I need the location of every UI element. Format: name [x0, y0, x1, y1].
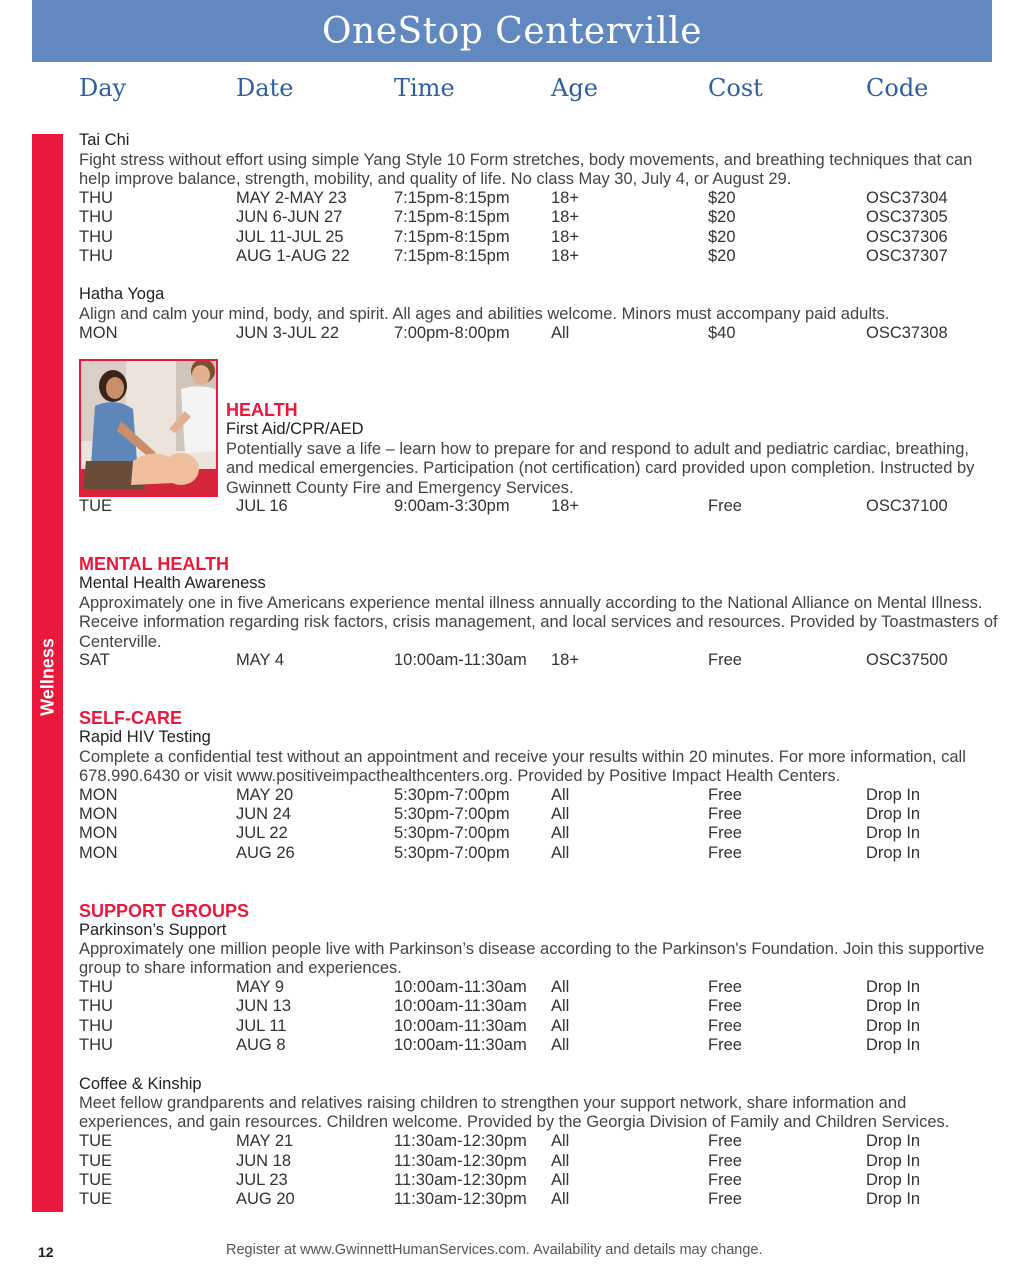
cell-day: THU	[79, 247, 113, 265]
cell-age: All	[551, 1171, 570, 1189]
cell-day: TUE	[79, 1190, 112, 1208]
cell-time: 10:00am-11:30am	[394, 978, 527, 996]
cell-day: SAT	[79, 651, 110, 669]
column-header-time: Time	[394, 74, 455, 102]
cell-cost: Free	[708, 824, 742, 842]
cell-code: Drop In	[866, 1017, 921, 1035]
cell-age: All	[551, 324, 570, 342]
cell-time: 5:30pm-7:00pm	[394, 805, 510, 823]
cell-time: 7:15pm-8:15pm	[394, 208, 510, 226]
cell-date: MAY 2-MAY 23	[236, 189, 347, 207]
cell-time: 5:30pm-7:00pm	[394, 824, 510, 842]
cell-date: JUL 11-JUL 25	[236, 228, 344, 246]
cell-age: All	[551, 1036, 570, 1054]
cell-cost: Free	[708, 1017, 742, 1035]
cell-date: AUG 26	[236, 844, 295, 862]
cell-cost: Free	[708, 1152, 742, 1170]
cell-day: TUE	[79, 1152, 112, 1170]
column-header-code: Code	[866, 74, 929, 102]
cell-code: OSC37304	[866, 189, 948, 207]
cell-date: JUL 11	[236, 1017, 287, 1035]
cell-date: JUL 22	[236, 824, 288, 842]
cell-code: OSC37306	[866, 228, 948, 246]
sidebar-label: Wellness	[37, 638, 57, 716]
cell-cost: Free	[708, 1132, 742, 1150]
cell-day: MON	[79, 844, 118, 862]
cell-time: 7:15pm-8:15pm	[394, 228, 510, 246]
cell-age: All	[551, 786, 570, 804]
class-title: Rapid HIV Testing	[79, 728, 211, 746]
class-title: Hatha Yoga	[79, 285, 165, 303]
cell-code: OSC37500	[866, 651, 948, 669]
cell-code: Drop In	[866, 1152, 921, 1170]
cell-time: 5:30pm-7:00pm	[394, 786, 510, 804]
section-heading: SUPPORT GROUPS	[79, 901, 250, 921]
cell-day: TUE	[79, 1171, 112, 1189]
cell-time: 10:00am-11:30am	[394, 997, 527, 1015]
class-title: Mental Health Awareness	[79, 574, 266, 592]
cell-cost: Free	[708, 1036, 742, 1054]
cell-age: All	[551, 844, 570, 862]
cell-code: OSC37308	[866, 324, 948, 342]
cell-date: JUN 13	[236, 997, 292, 1015]
cell-time: 7:15pm-8:15pm	[394, 247, 510, 265]
cell-code: OSC37305	[866, 208, 948, 226]
cell-cost: $20	[708, 208, 736, 226]
column-header-cost: Cost	[708, 74, 763, 102]
class-description: Complete a confidential test without an appointment and receive your results within 20 minutes. For more information, call 678.990.6430 or visit www.positiveimpacthealthcenters.org. Provided by Positive Impact Health Centers.	[79, 748, 966, 786]
class-title: Tai Chi	[79, 131, 130, 149]
cell-age: All	[551, 978, 570, 996]
cell-age: All	[551, 1190, 570, 1208]
cell-day: THU	[79, 189, 113, 207]
class-description: Approximately one in five Americans experience mental illness annually according to the National Alliance on Mental Illness. Receive information regarding risk factors, crisis management, and local services and resources. Provided by Toastmasters of Centerville.	[79, 594, 998, 651]
cell-date: JUN 24	[236, 805, 292, 823]
class-description: Fight stress without effort using simple Yang Style 10 Form stretches, body movements, and breathing techniques that can help improve balance, strength, mobility, and quality of life. No class May 30, July 4, or August 29.	[79, 151, 973, 189]
cell-date: AUG 20	[236, 1190, 295, 1208]
cell-age: 18+	[551, 208, 579, 226]
cell-day: TUE	[79, 497, 112, 515]
cell-day: THU	[79, 208, 113, 226]
cpr-training-photo	[79, 359, 218, 497]
cell-day: THU	[79, 228, 113, 246]
cell-age: 18+	[551, 189, 579, 207]
cell-date: JUN 18	[236, 1152, 292, 1170]
cell-cost: Free	[708, 786, 742, 804]
cell-age: All	[551, 1132, 570, 1150]
cell-age: 18+	[551, 497, 579, 515]
cell-age: All	[551, 1017, 570, 1035]
cell-time: 11:30am-12:30pm	[394, 1132, 527, 1150]
cell-date: JUN 6-JUN 27	[236, 208, 343, 226]
section-heading: SELF-CARE	[79, 708, 182, 728]
cell-code: Drop In	[866, 1036, 921, 1054]
cell-date: JUL 16	[236, 497, 288, 515]
cell-date: AUG 1-AUG 22	[236, 247, 350, 265]
class-title: Parkinson’s Support	[79, 921, 227, 939]
cell-day: MON	[79, 786, 118, 804]
column-header-day: Day	[79, 74, 127, 102]
page-number: 12	[38, 1244, 54, 1260]
cell-cost: $20	[708, 247, 736, 265]
cell-age: 18+	[551, 247, 579, 265]
class-title: Coffee & Kinship	[79, 1075, 202, 1093]
cell-cost: Free	[708, 1171, 742, 1189]
cell-time: 5:30pm-7:00pm	[394, 844, 510, 862]
section-heading: HEALTH	[226, 400, 298, 420]
cell-time: 10:00am-11:30am	[394, 1017, 527, 1035]
cell-day: THU	[79, 1017, 113, 1035]
cell-age: 18+	[551, 228, 579, 246]
cell-age: All	[551, 805, 570, 823]
class-title: First Aid/CPR/AED	[226, 420, 364, 438]
cell-date: JUL 23	[236, 1171, 288, 1189]
cell-code: Drop In	[866, 786, 921, 804]
footer-text: Register at www.GwinnettHumanServices.com. Availability and details may change.	[226, 1242, 763, 1258]
cell-cost: $40	[708, 324, 736, 342]
cell-cost: Free	[708, 844, 742, 862]
cell-cost: Free	[708, 651, 742, 669]
class-description: Approximately one million people live with Parkinson’s disease according to the Parkinson's Foundation. Join this supportive group to share information and experiences.	[79, 940, 985, 978]
cell-cost: Free	[708, 1190, 742, 1208]
cell-time: 7:15pm-8:15pm	[394, 189, 510, 207]
cell-day: THU	[79, 997, 113, 1015]
cell-cost: $20	[708, 189, 736, 207]
cell-time: 11:30am-12:30pm	[394, 1171, 527, 1189]
cell-age: All	[551, 1152, 570, 1170]
class-description: Meet fellow grandparents and relatives raising children to strengthen your support network, share information and experiences, and gain resources. Children welcome. Provided by the Georgia Division of Family and Children Services.	[79, 1094, 950, 1132]
cell-date: MAY 9	[236, 978, 284, 996]
cell-day: MON	[79, 805, 118, 823]
cell-date: MAY 21	[236, 1132, 294, 1150]
cell-code: Drop In	[866, 997, 921, 1015]
cell-time: 11:30am-12:30pm	[394, 1190, 527, 1208]
cell-cost: Free	[708, 497, 742, 515]
cell-code: OSC37307	[866, 247, 948, 265]
cell-code: Drop In	[866, 1132, 921, 1150]
cell-time: 9:00am-3:30pm	[394, 497, 510, 515]
cell-cost: Free	[708, 805, 742, 823]
cell-age: All	[551, 824, 570, 842]
cell-code: Drop In	[866, 805, 921, 823]
cell-code: Drop In	[866, 824, 921, 842]
cell-day: MON	[79, 324, 118, 342]
cell-time: 10:00am-11:30am	[394, 651, 527, 669]
cell-time: 11:30am-12:30pm	[394, 1152, 527, 1170]
class-description: Potentially save a life – learn how to prepare for and respond to adult and pediatric cardiac, breathing, and medical emergencies. Participation (not certification) card provided upon completion. Instructed by Gwinnett County Fire and Emergency Services.	[226, 440, 975, 497]
cell-cost: Free	[708, 978, 742, 996]
cell-age: All	[551, 997, 570, 1015]
cell-age: 18+	[551, 651, 579, 669]
page-title: OneStop Centerville	[32, 0, 992, 62]
cell-day: THU	[79, 1036, 113, 1054]
column-header-date: Date	[236, 74, 294, 102]
cell-code: OSC37100	[866, 497, 948, 515]
cell-cost: Free	[708, 997, 742, 1015]
cell-code: Drop In	[866, 844, 921, 862]
cell-date: MAY 4	[236, 651, 284, 669]
cell-time: 7:00pm-8:00pm	[394, 324, 510, 342]
column-header-age: Age	[551, 74, 598, 102]
cell-date: AUG 8	[236, 1036, 286, 1054]
class-description: Align and calm your mind, body, and spirit. All ages and abilities welcome. Minors must accompany paid adults.	[79, 305, 890, 323]
cell-date: JUN 3-JUL 22	[236, 324, 340, 342]
section-heading: MENTAL HEALTH	[79, 554, 229, 574]
cell-day: TUE	[79, 1132, 112, 1150]
cell-cost: $20	[708, 228, 736, 246]
cell-time: 10:00am-11:30am	[394, 1036, 527, 1054]
cell-date: MAY 20	[236, 786, 294, 804]
cell-code: Drop In	[866, 1190, 921, 1208]
cell-day: THU	[79, 978, 113, 996]
cell-day: MON	[79, 824, 118, 842]
cell-code: Drop In	[866, 1171, 921, 1189]
cell-code: Drop In	[866, 978, 921, 996]
